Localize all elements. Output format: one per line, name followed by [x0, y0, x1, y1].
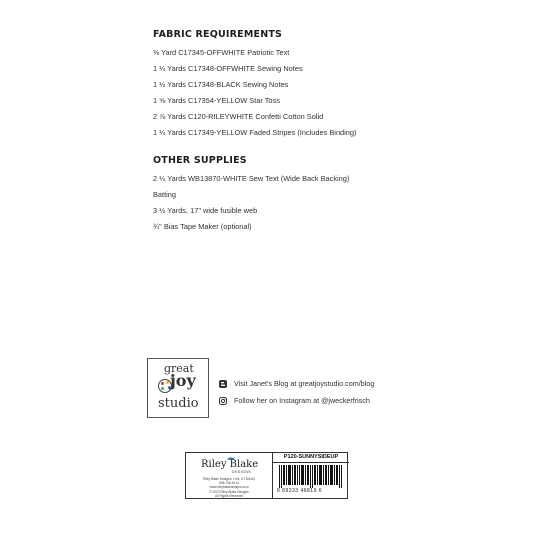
supply-item: 3 ½ Yards, 17" wide fusible web [153, 206, 258, 215]
sku-label: P120-SUNNYSIDEUP [273, 453, 349, 463]
fabric-item: 1 ¼ Yards C17348-OFFWHITE Sewing Notes [153, 64, 303, 73]
blogger-icon [219, 380, 227, 388]
website-text: www.rileyblakedesigns.com [209, 485, 249, 489]
barcode-number: 8 89333 46819 6 [277, 488, 323, 494]
instagram-link[interactable] [219, 396, 370, 405]
fabric-item: 1 ½ Yards C17348-BLACK Sewing Notes [153, 80, 289, 89]
supply-item: Batting [153, 190, 177, 199]
fabric-item: 1 ⅝ Yards C17354-YELLOW Star Toss [153, 96, 280, 105]
other-supplies-heading: OTHER SUPPLIES [153, 155, 247, 166]
rights-text: All Rights Reserved [215, 494, 243, 498]
phone-text: 866.748.4414 [219, 481, 239, 485]
address-text: Riley Blake Designs, Lehi, UT 84043 [203, 477, 255, 481]
fabric-requirements-heading: FABRIC REQUIREMENTS [153, 29, 283, 40]
fabric-item: 2 ⅞ Yards C120-RILEYWHITE Confetti Cotton Solid [153, 112, 324, 121]
supply-item: 2 ¼ Yards WB13870-WHITE Sew Text (Wide Back Backing) [153, 174, 350, 183]
riley-blake-logo-text: Riley Blake [201, 459, 259, 470]
supply-item: ¾" Bias Tape Maker (optional) [153, 222, 252, 231]
designs-text: DESIGNS [232, 470, 252, 474]
instagram-text: Follow her on Instagram at @jweckerfrisch [234, 396, 370, 405]
logo-word-studio: studio [158, 396, 199, 411]
logo-word-great: great [164, 362, 194, 375]
footer-label-card [185, 452, 348, 499]
instagram-icon [219, 397, 227, 405]
copyright-text: © 2023 Riley Blake Designs [209, 490, 249, 494]
sku-block [272, 453, 349, 498]
blog-text: Visit Janet's Blog at greatjoystudio.com/blog [234, 379, 375, 388]
logo-word-joy: joy [170, 371, 196, 390]
fabric-item: 1 ¼ Yards C17349-YELLOW Faded Stripes (Includes Binding) [153, 128, 357, 137]
great-joy-studio-logo [147, 358, 209, 418]
fabric-item: ⅜ Yard C17345-OFFWHITE Patriotic Text [153, 48, 290, 57]
blog-link[interactable] [219, 379, 374, 388]
riley-blake-brand-block [186, 453, 272, 498]
barcode [279, 465, 343, 488]
